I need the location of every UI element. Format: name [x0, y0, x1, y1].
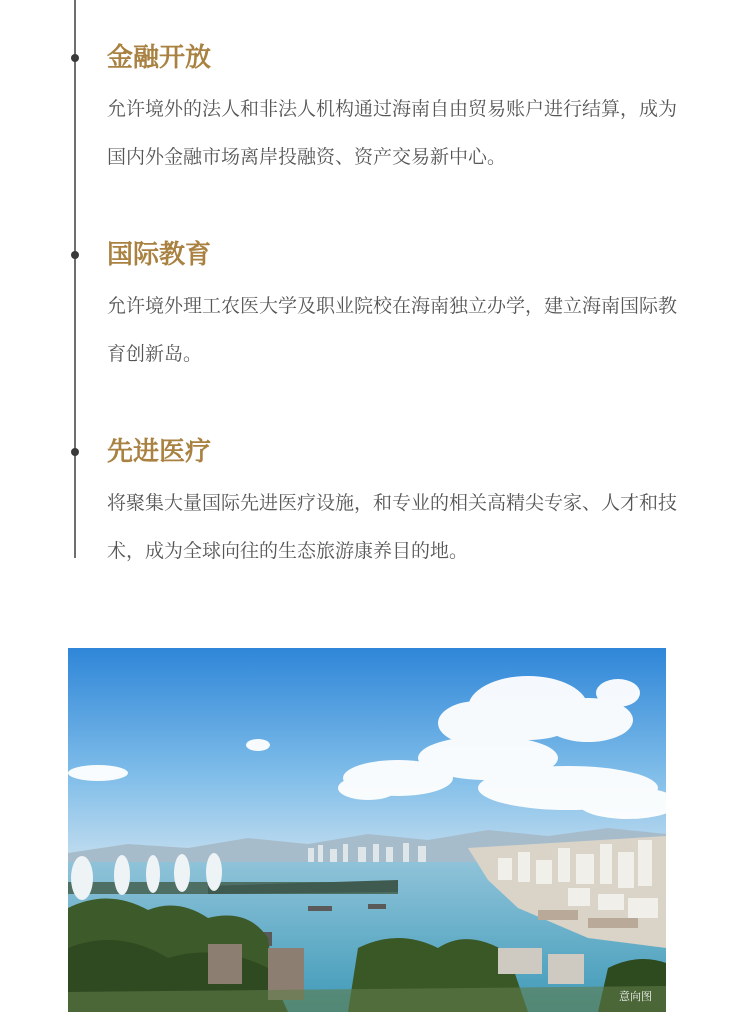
section-title: 先进医疗: [107, 437, 212, 467]
section-title: 国际教育: [107, 240, 212, 270]
section-body: 允许境外的法人和非法人机构通过海南自由贸易账户进行结算，成为国内外金融市场离岸投融资、资产交易新中心。: [107, 98, 678, 168]
timeline-dot: [71, 54, 79, 62]
timeline-dot: [71, 448, 79, 456]
section-body: 将聚集大量国际先进医疗设施，和专业的相关高精尖专家、人才和技术，成为全球向往的生态旅游康养目的地。: [107, 492, 678, 562]
timeline-dot: [71, 251, 79, 259]
section-body: 允许境外理工农医大学及职业院校在海南独立办学，建立海南国际教育创新岛。: [107, 295, 678, 365]
photo-caption: 意向图: [619, 990, 652, 1003]
timeline-line: [74, 0, 76, 558]
section-title: 金融开放: [107, 43, 212, 73]
city-bay-photo: [68, 648, 666, 1012]
